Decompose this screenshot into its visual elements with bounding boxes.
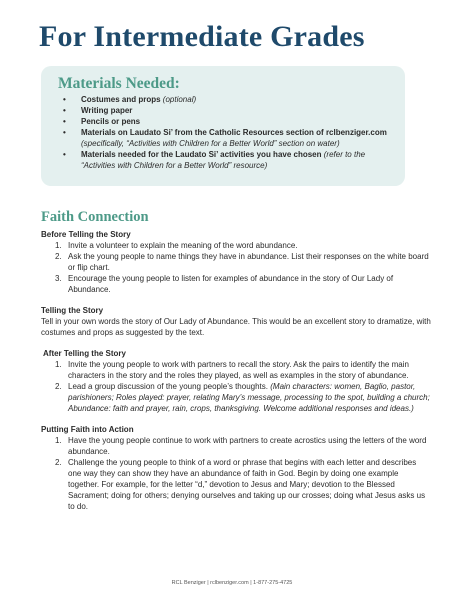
telling-story-heading: Telling the Story [41, 306, 104, 315]
bullet-icon: • [63, 128, 66, 137]
after-story-section [41, 348, 431, 414]
step-item: 2. Lead a group discussion of the young people’s thoughts. (Main characters: women, Baglio, pastor, parishioners; Roles played: prayer, relating Mary’s message, processing to the spot, building a church; Abundance: faith and prayer, rain, crops, thanksgiving. Welcome additional responses and ideas.) [55, 382, 430, 413]
putting-faith-section [41, 424, 431, 512]
step-item: 2. Challenge the young people to think of a word or phrase that begins with each letter and describes one way they can show they have an abundance of faith in God. Begin by doing one example together. For example, for the letter “d,” devotion to Jesus and Mary; devotion to the Blessed Sacrament; doing for others; denying ourselves and taking up our crosses; doing what Jesus asks us to do. [55, 458, 426, 511]
bullet-icon: • [63, 150, 66, 159]
page-footer: RCL Benziger | rclbenziger.com | 1-877-275-4725 [171, 580, 293, 586]
bullet-icon: • [63, 117, 66, 126]
putting-faith-steps [41, 435, 431, 512]
step-item: 3. Encourage the young people to listen for examples of abundance in the story of Our Lady of Abundance. [55, 274, 394, 294]
materials-item: • Materials needed for the Laudato Si’ activities you have chosen (refer to the “Activities with Children for a Better World” resource) [63, 150, 366, 170]
materials-list [58, 94, 391, 171]
materials-item: • Materials on Laudato Si’ from the Catholic Resources section of rclbenziger.com (specifically, “Activities with Children for a Better World” section on water) [63, 128, 387, 148]
before-story-section [41, 229, 431, 295]
materials-title: Materials Needed: [58, 75, 180, 92]
materials-box [41, 66, 405, 186]
after-story-heading: After Telling the Story [43, 349, 126, 358]
bullet-icon: • [63, 106, 66, 115]
page-title: For Intermediate Grades [39, 20, 365, 53]
step-item: 1. Have the young people continue to work with partners to create acrostics using the letters of the word abundance. [55, 436, 427, 456]
telling-story-section [41, 305, 431, 338]
faith-connection-content [41, 229, 431, 512]
before-story-heading: Before Telling the Story [41, 230, 131, 239]
putting-faith-heading: Putting Faith into Action [41, 425, 134, 434]
telling-story-text: Tell in your own words the story of Our Lady of Abundance. This would be an excellent story to dramatize, with costumes and props as suggested by the text. [41, 317, 431, 337]
materials-item: • Costumes and props (optional) [63, 95, 197, 104]
step-item: 1. Invite the young people to work with partners to recall the story. Ask the pairs to identify the main characters in the story and the roles they played, as well as examples in the story of abundance. [55, 360, 409, 380]
bullet-icon: • [63, 95, 66, 104]
before-story-steps [41, 240, 431, 295]
after-story-steps [41, 359, 431, 414]
step-item: 1. Invite a volunteer to explain the meaning of the word abundance. [55, 241, 298, 250]
materials-item: • Pencils or pens [63, 117, 141, 126]
step-item: 2. Ask the young people to name things they have in abundance. List their responses on the white board or flip chart. [55, 252, 429, 272]
materials-item: • Writing paper [63, 106, 133, 115]
faith-connection-title: Faith Connection [41, 209, 149, 225]
